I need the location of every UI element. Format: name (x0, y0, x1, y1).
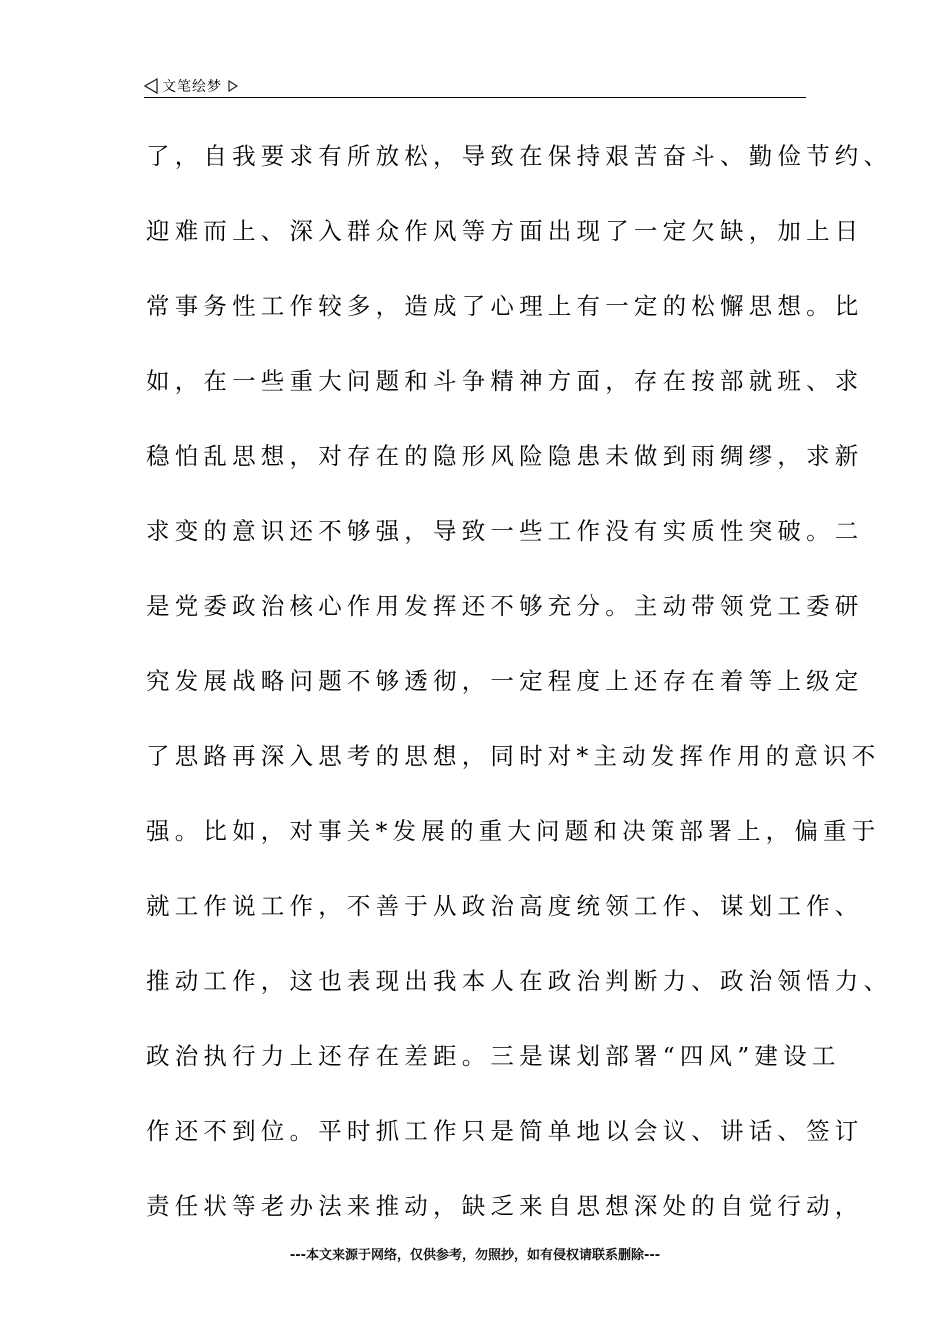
text-line: 稳怕乱思想，对存在的隐形风险隐患未做到雨绸缪，求新 (146, 442, 864, 470)
text-line: 了思路再深入思考的思想，同时对*主动发挥作用的意识不 (146, 742, 881, 770)
text-line: 推动工作，这也表现出我本人在政治判断力、政治领悟力、 (146, 967, 893, 995)
header-divider (144, 97, 806, 98)
text-line: 究发展战略问题不够透彻，一定程度上还存在着等上级定 (146, 667, 864, 695)
text-line: 强。比如，对事关*发展的重大问题和决策部署上，偏重于 (146, 817, 881, 845)
body-text (146, 124, 893, 1249)
text-line: 了，自我要求有所放松，导致在保持艰苦奋斗、勤俭节约、 (146, 142, 893, 170)
footer-disclaimer: ---本文来源于网络，仅供参考，勿照抄，如有侵权请联系删除--- (289, 1248, 661, 1263)
text-line: 就工作说工作，不善于从政治高度统领工作、谋划工作、 (146, 892, 864, 920)
text-line: 如，在一些重大问题和斗争精神方面，存在按部就班、求 (146, 367, 864, 395)
page-header (144, 74, 806, 98)
text-line: 作还不到位。平时抓工作只是简单地以会议、讲话、签订 (146, 1117, 864, 1145)
text-line: 迎难而上、深入群众作风等方面出现了一定欠缺，加上日 (146, 217, 864, 245)
text-line: 求变的意识还不够强，导致一些工作没有实质性突破。二 (146, 517, 864, 545)
text-line: 是党委政治核心作用发挥还不够充分。主动带领党工委研 (146, 592, 864, 620)
header-title: 文笔绘梦 (162, 79, 222, 95)
left-triangle-icon (144, 78, 158, 94)
text-line: 责任状等老办法来推动，缺乏来自思想深处的自觉行动， (146, 1192, 864, 1220)
right-triangle-icon (228, 80, 238, 92)
text-line: 常事务性工作较多，造成了心理上有一定的松懈思想。比 (146, 292, 864, 320)
text-line: 政治执行力上还存在差距。三是谋划部署“四风”建设工 (146, 1042, 841, 1070)
